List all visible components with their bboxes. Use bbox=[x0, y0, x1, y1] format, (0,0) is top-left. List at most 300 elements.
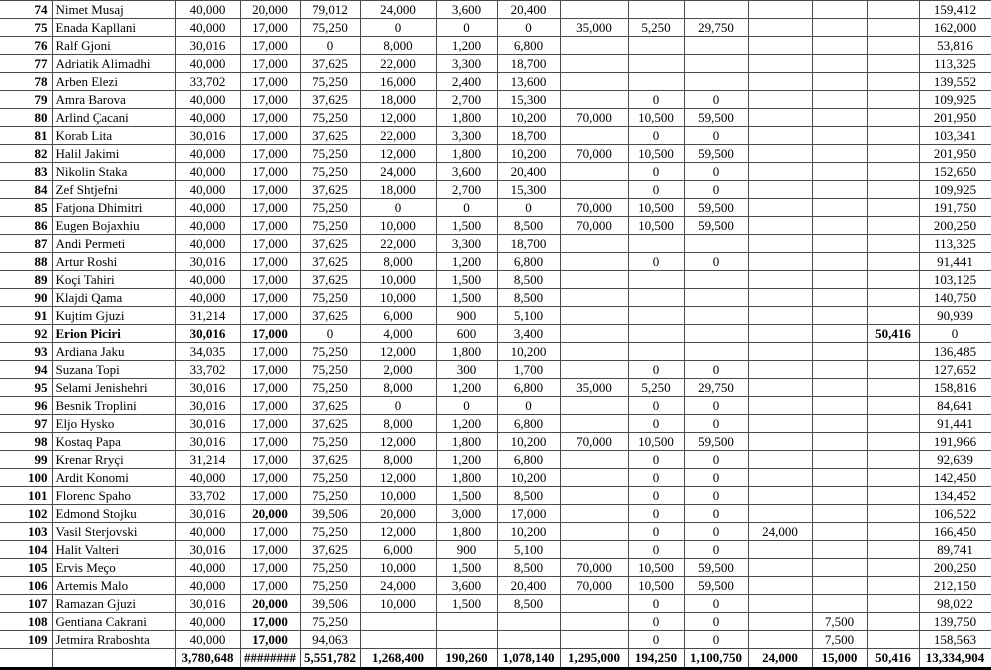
value-cell: 17,000 bbox=[240, 415, 300, 433]
value-cell: 0 bbox=[628, 127, 684, 145]
value-cell: 6,800 bbox=[497, 253, 560, 271]
value-cell: 0 bbox=[628, 631, 684, 649]
value-cell bbox=[560, 595, 628, 613]
value-cell bbox=[867, 631, 919, 649]
value-cell bbox=[684, 307, 748, 325]
value-cell bbox=[867, 253, 919, 271]
table-row bbox=[0, 415, 991, 433]
employee-name-cell: Adriatik Alimadhi bbox=[52, 55, 175, 73]
value-cell: 1,800 bbox=[436, 145, 497, 163]
value-cell bbox=[560, 415, 628, 433]
value-cell: 8,500 bbox=[497, 559, 560, 577]
value-cell: 900 bbox=[436, 541, 497, 559]
value-cell: 10,000 bbox=[360, 487, 436, 505]
value-cell bbox=[560, 235, 628, 253]
value-cell: 40,000 bbox=[175, 271, 240, 289]
value-cell: 59,500 bbox=[684, 145, 748, 163]
value-cell: 20,000 bbox=[360, 505, 436, 523]
value-cell: 17,000 bbox=[240, 559, 300, 577]
value-cell: 22,000 bbox=[360, 235, 436, 253]
table-row bbox=[0, 505, 991, 523]
value-cell: 17,000 bbox=[240, 487, 300, 505]
value-cell: 37,625 bbox=[300, 397, 360, 415]
value-cell bbox=[560, 523, 628, 541]
total-value-cell: 13,334,904 bbox=[919, 649, 991, 669]
table-row bbox=[0, 559, 991, 577]
value-cell: 75,250 bbox=[300, 343, 360, 361]
value-cell: 6,000 bbox=[360, 307, 436, 325]
value-cell bbox=[748, 37, 812, 55]
value-cell bbox=[812, 109, 867, 127]
value-cell: 0 bbox=[628, 415, 684, 433]
value-cell: 37,625 bbox=[300, 181, 360, 199]
row-number-cell: 86 bbox=[0, 217, 52, 235]
value-cell bbox=[560, 55, 628, 73]
value-cell: 30,016 bbox=[175, 379, 240, 397]
value-cell bbox=[867, 127, 919, 145]
value-cell: 0 bbox=[628, 523, 684, 541]
value-cell bbox=[684, 271, 748, 289]
value-cell: 75,250 bbox=[300, 217, 360, 235]
value-cell bbox=[560, 361, 628, 379]
value-cell: 17,000 bbox=[240, 109, 300, 127]
value-cell: 18,700 bbox=[497, 55, 560, 73]
row-number-cell: 74 bbox=[0, 1, 52, 19]
value-cell: 10,200 bbox=[497, 433, 560, 451]
value-cell: 79,012 bbox=[300, 1, 360, 19]
value-cell bbox=[560, 1, 628, 19]
value-cell bbox=[812, 163, 867, 181]
value-cell: 113,325 bbox=[919, 235, 991, 253]
value-cell: 8,000 bbox=[360, 379, 436, 397]
employee-name-cell: Eljo Hysko bbox=[52, 415, 175, 433]
value-cell: 75,250 bbox=[300, 199, 360, 217]
value-cell: 1,800 bbox=[436, 523, 497, 541]
value-cell bbox=[812, 1, 867, 19]
value-cell: 37,625 bbox=[300, 55, 360, 73]
table-row bbox=[0, 523, 991, 541]
value-cell: 7,500 bbox=[812, 613, 867, 631]
total-value-cell: ######## bbox=[240, 649, 300, 669]
total-value-cell: 1,268,400 bbox=[360, 649, 436, 669]
value-cell: 17,000 bbox=[240, 19, 300, 37]
value-cell: 17,000 bbox=[240, 253, 300, 271]
value-cell: 3,400 bbox=[497, 325, 560, 343]
table-row bbox=[0, 325, 991, 343]
value-cell: 12,000 bbox=[360, 433, 436, 451]
value-cell: 20,000 bbox=[240, 505, 300, 523]
value-cell: 18,000 bbox=[360, 181, 436, 199]
value-cell: 0 bbox=[497, 199, 560, 217]
value-cell: 1,700 bbox=[497, 361, 560, 379]
value-cell bbox=[560, 289, 628, 307]
value-cell: 75,250 bbox=[300, 289, 360, 307]
row-number-cell: 101 bbox=[0, 487, 52, 505]
value-cell: 3,300 bbox=[436, 55, 497, 73]
table-row bbox=[0, 451, 991, 469]
value-cell bbox=[867, 307, 919, 325]
value-cell: 600 bbox=[436, 325, 497, 343]
value-cell bbox=[867, 523, 919, 541]
value-cell bbox=[867, 271, 919, 289]
value-cell bbox=[812, 487, 867, 505]
value-cell: 17,000 bbox=[240, 145, 300, 163]
value-cell: 75,250 bbox=[300, 433, 360, 451]
value-cell: 10,000 bbox=[360, 559, 436, 577]
value-cell bbox=[560, 271, 628, 289]
row-number-cell: 95 bbox=[0, 379, 52, 397]
value-cell: 1,500 bbox=[436, 487, 497, 505]
value-cell bbox=[684, 235, 748, 253]
value-cell: 162,000 bbox=[919, 19, 991, 37]
value-cell bbox=[812, 505, 867, 523]
value-cell bbox=[748, 577, 812, 595]
value-cell bbox=[812, 19, 867, 37]
value-cell bbox=[628, 343, 684, 361]
table-row bbox=[0, 289, 991, 307]
value-cell: 40,000 bbox=[175, 1, 240, 19]
value-cell: 40,000 bbox=[175, 109, 240, 127]
value-cell: 7,500 bbox=[812, 631, 867, 649]
value-cell: 98,022 bbox=[919, 595, 991, 613]
value-cell: 300 bbox=[436, 361, 497, 379]
value-cell: 0 bbox=[628, 451, 684, 469]
value-cell bbox=[560, 487, 628, 505]
value-cell: 0 bbox=[684, 613, 748, 631]
value-cell: 22,000 bbox=[360, 55, 436, 73]
value-cell bbox=[560, 397, 628, 415]
value-cell bbox=[812, 73, 867, 91]
value-cell: 0 bbox=[684, 487, 748, 505]
value-cell bbox=[812, 541, 867, 559]
value-cell bbox=[748, 433, 812, 451]
value-cell: 40,000 bbox=[175, 145, 240, 163]
value-cell: 17,000 bbox=[240, 163, 300, 181]
value-cell: 900 bbox=[436, 307, 497, 325]
value-cell: 0 bbox=[628, 361, 684, 379]
value-cell: 17,000 bbox=[240, 451, 300, 469]
value-cell bbox=[560, 541, 628, 559]
value-cell: 0 bbox=[628, 487, 684, 505]
value-cell bbox=[560, 127, 628, 145]
row-number-cell: 79 bbox=[0, 91, 52, 109]
value-cell: 40,000 bbox=[175, 523, 240, 541]
value-cell: 35,000 bbox=[560, 379, 628, 397]
value-cell: 30,016 bbox=[175, 127, 240, 145]
table-row bbox=[0, 469, 991, 487]
value-cell: 0 bbox=[684, 127, 748, 145]
value-cell: 34,035 bbox=[175, 343, 240, 361]
value-cell: 33,702 bbox=[175, 361, 240, 379]
table-row bbox=[0, 73, 991, 91]
value-cell bbox=[748, 415, 812, 433]
value-cell bbox=[867, 559, 919, 577]
value-cell bbox=[867, 181, 919, 199]
value-cell bbox=[867, 613, 919, 631]
value-cell: 0 bbox=[360, 397, 436, 415]
value-cell bbox=[867, 109, 919, 127]
value-cell: 37,625 bbox=[300, 253, 360, 271]
value-cell: 0 bbox=[436, 397, 497, 415]
value-cell bbox=[560, 613, 628, 631]
value-cell: 37,625 bbox=[300, 91, 360, 109]
value-cell: 30,016 bbox=[175, 505, 240, 523]
row-number-cell: 76 bbox=[0, 37, 52, 55]
value-cell bbox=[812, 397, 867, 415]
value-cell: 75,250 bbox=[300, 145, 360, 163]
value-cell: 0 bbox=[684, 451, 748, 469]
value-cell: 91,441 bbox=[919, 415, 991, 433]
table-row bbox=[0, 91, 991, 109]
row-number-cell: 97 bbox=[0, 415, 52, 433]
value-cell bbox=[867, 73, 919, 91]
value-cell: 12,000 bbox=[360, 343, 436, 361]
value-cell: 17,000 bbox=[240, 541, 300, 559]
value-cell: 1,200 bbox=[436, 253, 497, 271]
value-cell: 30,016 bbox=[175, 595, 240, 613]
value-cell bbox=[867, 541, 919, 559]
value-cell: 30,016 bbox=[175, 415, 240, 433]
value-cell: 2,000 bbox=[360, 361, 436, 379]
value-cell: 1,500 bbox=[436, 217, 497, 235]
value-cell bbox=[560, 469, 628, 487]
value-cell bbox=[560, 343, 628, 361]
value-cell: 59,500 bbox=[684, 577, 748, 595]
value-cell: 59,500 bbox=[684, 109, 748, 127]
table-row bbox=[0, 163, 991, 181]
value-cell bbox=[748, 505, 812, 523]
value-cell bbox=[560, 181, 628, 199]
value-cell: 0 bbox=[628, 613, 684, 631]
value-cell: 10,500 bbox=[628, 199, 684, 217]
value-cell bbox=[867, 55, 919, 73]
value-cell: 17,000 bbox=[240, 181, 300, 199]
value-cell bbox=[812, 199, 867, 217]
value-cell: 13,600 bbox=[497, 73, 560, 91]
value-cell bbox=[867, 91, 919, 109]
value-cell bbox=[560, 307, 628, 325]
value-cell bbox=[748, 631, 812, 649]
value-cell: 40,000 bbox=[175, 91, 240, 109]
value-cell: 17,000 bbox=[240, 469, 300, 487]
value-cell: 8,500 bbox=[497, 487, 560, 505]
value-cell bbox=[748, 55, 812, 73]
value-cell: 6,000 bbox=[360, 541, 436, 559]
employee-name-cell: Halit Valteri bbox=[52, 541, 175, 559]
total-value-cell: 190,260 bbox=[436, 649, 497, 669]
total-value-cell: 1,078,140 bbox=[497, 649, 560, 669]
value-cell: 17,000 bbox=[240, 361, 300, 379]
value-cell bbox=[867, 289, 919, 307]
value-cell: 0 bbox=[360, 19, 436, 37]
row-number-cell: 81 bbox=[0, 127, 52, 145]
value-cell bbox=[748, 199, 812, 217]
value-cell: 17,000 bbox=[240, 523, 300, 541]
value-cell: 10,500 bbox=[628, 433, 684, 451]
value-cell: 40,000 bbox=[175, 217, 240, 235]
row-number-cell: 75 bbox=[0, 19, 52, 37]
value-cell: 1,800 bbox=[436, 109, 497, 127]
value-cell bbox=[436, 613, 497, 631]
value-cell: 75,250 bbox=[300, 613, 360, 631]
value-cell bbox=[684, 37, 748, 55]
value-cell bbox=[497, 613, 560, 631]
value-cell bbox=[867, 487, 919, 505]
value-cell: 90,939 bbox=[919, 307, 991, 325]
value-cell: 24,000 bbox=[748, 523, 812, 541]
value-cell: 10,200 bbox=[497, 145, 560, 163]
value-cell bbox=[560, 253, 628, 271]
value-cell: 0 bbox=[684, 469, 748, 487]
value-cell: 17,000 bbox=[240, 631, 300, 649]
value-cell: 59,500 bbox=[684, 559, 748, 577]
value-cell: 75,250 bbox=[300, 19, 360, 37]
value-cell bbox=[628, 1, 684, 19]
value-cell: 159,412 bbox=[919, 1, 991, 19]
value-cell: 59,500 bbox=[684, 217, 748, 235]
value-cell bbox=[812, 577, 867, 595]
value-cell: 10,000 bbox=[360, 595, 436, 613]
value-cell: 152,650 bbox=[919, 163, 991, 181]
value-cell: 17,000 bbox=[240, 379, 300, 397]
value-cell: 40,000 bbox=[175, 19, 240, 37]
value-cell bbox=[628, 307, 684, 325]
value-cell: 20,400 bbox=[497, 1, 560, 19]
value-cell: 30,016 bbox=[175, 325, 240, 343]
employee-name-cell: Korab Lita bbox=[52, 127, 175, 145]
total-value-cell: 50,416 bbox=[867, 649, 919, 669]
value-cell: 5,250 bbox=[628, 379, 684, 397]
value-cell: 70,000 bbox=[560, 559, 628, 577]
value-cell: 1,500 bbox=[436, 595, 497, 613]
value-cell bbox=[684, 343, 748, 361]
value-cell: 75,250 bbox=[300, 523, 360, 541]
value-cell: 0 bbox=[628, 505, 684, 523]
value-cell: 0 bbox=[628, 181, 684, 199]
value-cell: 10,200 bbox=[497, 469, 560, 487]
value-cell bbox=[812, 379, 867, 397]
value-cell: 20,000 bbox=[240, 595, 300, 613]
value-cell: 136,485 bbox=[919, 343, 991, 361]
table-row bbox=[0, 199, 991, 217]
value-cell: 0 bbox=[300, 37, 360, 55]
employee-name-cell: Suzana Topi bbox=[52, 361, 175, 379]
value-cell: 40,000 bbox=[175, 577, 240, 595]
value-cell bbox=[748, 325, 812, 343]
value-cell: 40,000 bbox=[175, 55, 240, 73]
employee-name-cell: Nikolin Staka bbox=[52, 163, 175, 181]
employee-name-cell: Halil Jakimi bbox=[52, 145, 175, 163]
value-cell: 40,000 bbox=[175, 559, 240, 577]
value-cell: 24,000 bbox=[360, 163, 436, 181]
value-cell bbox=[867, 433, 919, 451]
totals-row bbox=[0, 649, 991, 669]
value-cell: 30,016 bbox=[175, 397, 240, 415]
value-cell bbox=[748, 397, 812, 415]
value-cell: 10,500 bbox=[628, 559, 684, 577]
value-cell bbox=[867, 397, 919, 415]
value-cell: 17,000 bbox=[240, 577, 300, 595]
employee-name-cell: Krenar Rryçi bbox=[52, 451, 175, 469]
value-cell: 17,000 bbox=[240, 37, 300, 55]
row-number-cell: 106 bbox=[0, 577, 52, 595]
value-cell: 20,000 bbox=[240, 1, 300, 19]
value-cell: 0 bbox=[684, 505, 748, 523]
value-cell: 0 bbox=[628, 595, 684, 613]
value-cell: 40,000 bbox=[175, 163, 240, 181]
value-cell: 75,250 bbox=[300, 577, 360, 595]
value-cell: 30,016 bbox=[175, 253, 240, 271]
total-value-cell: 5,551,782 bbox=[300, 649, 360, 669]
value-cell: 1,500 bbox=[436, 289, 497, 307]
value-cell: 134,452 bbox=[919, 487, 991, 505]
value-cell bbox=[360, 613, 436, 631]
value-cell: 8,500 bbox=[497, 271, 560, 289]
value-cell bbox=[748, 307, 812, 325]
value-cell: 33,702 bbox=[175, 487, 240, 505]
value-cell: 200,250 bbox=[919, 217, 991, 235]
value-cell bbox=[812, 127, 867, 145]
value-cell: 59,500 bbox=[684, 433, 748, 451]
value-cell: 0 bbox=[684, 253, 748, 271]
value-cell: 201,950 bbox=[919, 145, 991, 163]
value-cell: 1,800 bbox=[436, 343, 497, 361]
value-cell bbox=[560, 451, 628, 469]
value-cell: 0 bbox=[436, 19, 497, 37]
value-cell bbox=[867, 343, 919, 361]
value-cell: 3,300 bbox=[436, 235, 497, 253]
value-cell: 2,400 bbox=[436, 73, 497, 91]
row-number-cell: 82 bbox=[0, 145, 52, 163]
value-cell: 3,600 bbox=[436, 1, 497, 19]
value-cell: 2,700 bbox=[436, 181, 497, 199]
value-cell: 17,000 bbox=[240, 325, 300, 343]
value-cell bbox=[812, 37, 867, 55]
employee-name-cell: Nimet Musaj bbox=[52, 1, 175, 19]
value-cell bbox=[560, 91, 628, 109]
table-row bbox=[0, 343, 991, 361]
row-number-cell: 80 bbox=[0, 109, 52, 127]
value-cell bbox=[867, 1, 919, 19]
employee-name-cell: Artemis Malo bbox=[52, 577, 175, 595]
table-row bbox=[0, 55, 991, 73]
value-cell bbox=[812, 271, 867, 289]
value-cell: 35,000 bbox=[560, 19, 628, 37]
row-number-cell: 85 bbox=[0, 199, 52, 217]
row-number-cell: 78 bbox=[0, 73, 52, 91]
value-cell: 8,000 bbox=[360, 37, 436, 55]
value-cell: 1,800 bbox=[436, 469, 497, 487]
value-cell: 200,250 bbox=[919, 559, 991, 577]
value-cell: 8,500 bbox=[497, 595, 560, 613]
value-cell: 75,250 bbox=[300, 163, 360, 181]
value-cell: 10,500 bbox=[628, 145, 684, 163]
value-cell bbox=[867, 505, 919, 523]
row-number-cell: 105 bbox=[0, 559, 52, 577]
row-number-cell: 89 bbox=[0, 271, 52, 289]
value-cell: 158,563 bbox=[919, 631, 991, 649]
value-cell: 18,000 bbox=[360, 91, 436, 109]
value-cell bbox=[867, 415, 919, 433]
value-cell: 30,016 bbox=[175, 37, 240, 55]
value-cell: 0 bbox=[684, 163, 748, 181]
value-cell: 75,250 bbox=[300, 73, 360, 91]
row-number-cell: 91 bbox=[0, 307, 52, 325]
value-cell: 20,400 bbox=[497, 163, 560, 181]
value-cell bbox=[748, 343, 812, 361]
value-cell: 10,500 bbox=[628, 577, 684, 595]
value-cell bbox=[748, 595, 812, 613]
